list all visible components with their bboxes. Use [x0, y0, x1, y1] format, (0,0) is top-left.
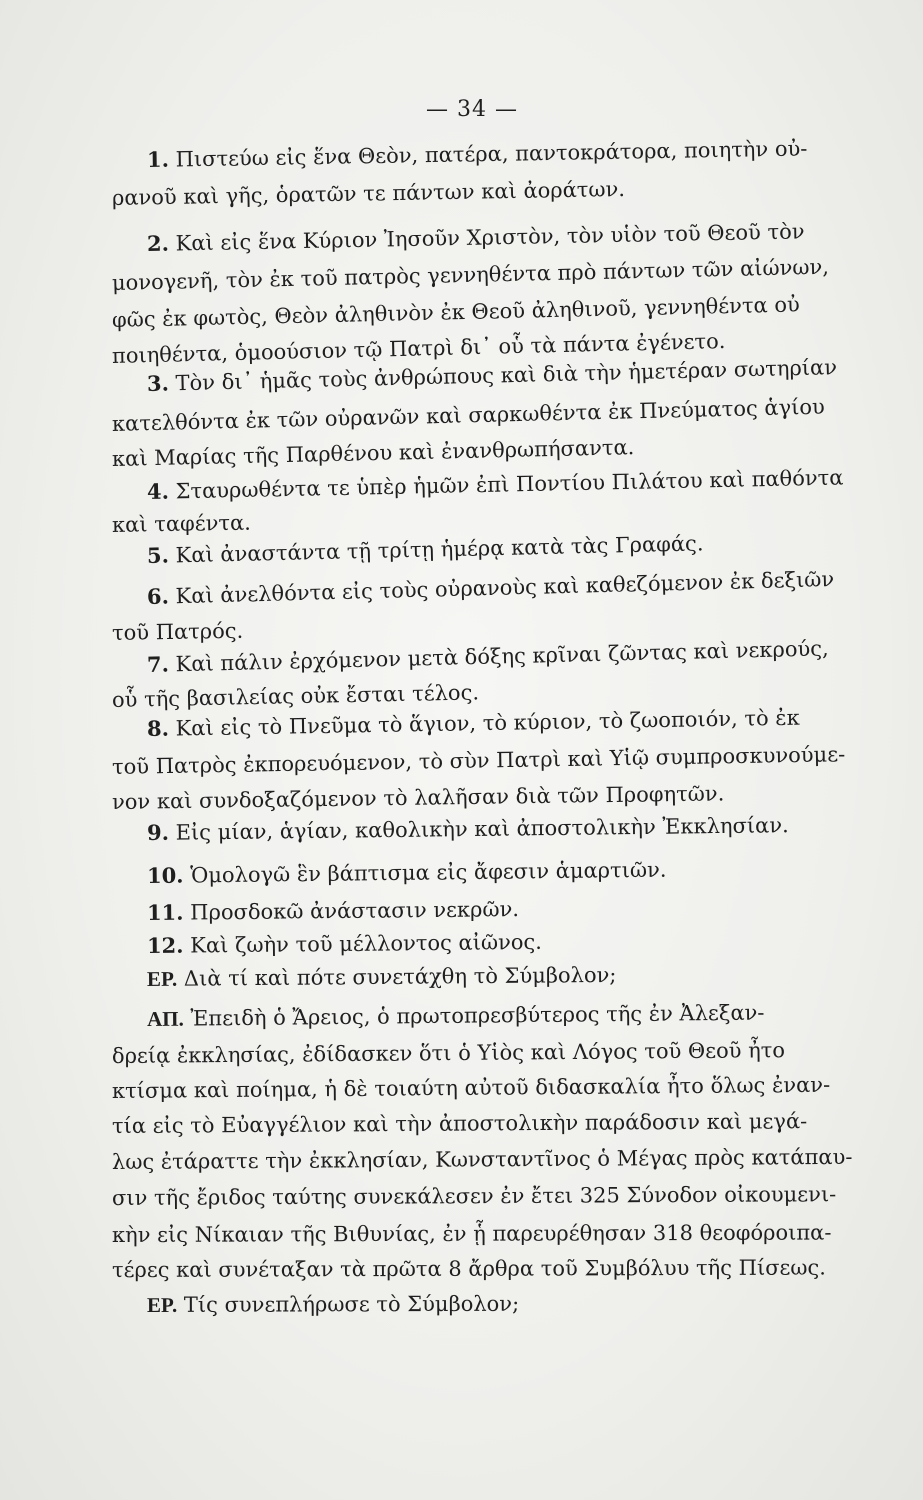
creed-article-9-line-1	[147, 810, 789, 848]
creed-article-2-line-2: μονογενῆ, τὸν ἐκ τοῦ πατρὸς γεννηθέντα πρὸ πάντων τῶν αἰώνων,	[111, 254, 830, 295]
article-number: 12.	[146, 932, 184, 958]
creed-article-3-line-3: καὶ Μαρίας τῆς Παρθένου καὶ ἐνανθρωπήσαντα.	[111, 435, 635, 471]
creed-article-2-line-1	[147, 216, 805, 259]
creed-article-1-line-2: ρανοῦ καὶ γῆς, ὁρατῶν τε πάντων καὶ ἀοράτων.	[111, 177, 626, 210]
article-text: Προσδοκῶ ἀνάστασιν νεκρῶν.	[190, 897, 520, 925]
creed-article-10-line-1	[147, 855, 667, 891]
article-text: Καὶ πάλιν ἐρχόμενον μετὰ δόξης κρῖναι ζῶντας καὶ νεκρούς,	[175, 636, 829, 677]
question-label: ΕΡ.	[146, 966, 178, 991]
article-text: Πιστεύω εἰς ἕνα Θεὸν, πατέρα, παντοκράτορα, ποιητὴν οὐ-	[175, 136, 808, 172]
article-number: 7.	[146, 651, 170, 677]
answer-1-line-6: σιν τῆς ἔριδος ταύτης συνεκάλεσεν ἐν ἔτει 325 Σύνοδον οἰκουμενι-	[111, 1182, 837, 1210]
question-text: Τίς συνεπλήρωσε τὸ Σύμβολον;	[183, 1291, 520, 1317]
article-number: 11.	[146, 899, 184, 925]
answer-1-line-7: κὴν εἰς Νίκαιαν τῆς Βιθυνίας, ἐν ᾗ παρευρέθησαν 318 θεοφόροιπα-	[111, 1220, 832, 1247]
article-number: 6.	[146, 583, 170, 609]
answer-label: ΑΠ.	[146, 1006, 184, 1031]
question-1-line-1	[147, 960, 617, 994]
creed-article-11-line-1	[147, 894, 519, 928]
answer-1-line-3: κτίσμα καὶ ποίημα, ἡ δὲ τοιαύτη αὐτοῦ διδασκαλία ἦτο ὅλως ἐναν-	[111, 1072, 831, 1103]
article-text: Καὶ εἰς τὸ Πνεῦμα τὸ ἅγιον, τὸ κύριον, τὸ ζωοποιόν, τὸ ἐκ	[175, 705, 800, 741]
article-text: Καὶ ἀνελθόντα εἰς τοὺς οὐρανοὺς καὶ καθεζόμενον ἐκ δεξιῶν	[175, 567, 835, 609]
article-text: Καὶ ἀναστάντα τῇ τρίτῃ ἡμέρᾳ κατὰ τὰς Γραφάς.	[175, 531, 704, 568]
article-text: Τὸν δι᾽ ἡμᾶς τοὺς ἀνθρώπους καὶ διὰ τὴν ἡμετέραν σωτηρίαν	[175, 355, 838, 396]
answer-1-line-2: δρείᾳ ἐκκλησίας, ἐδίδασκεν ὅτι ὁ Υἱὸς καὶ Λόγος τοῦ Θεοῦ ἦτο	[111, 1038, 786, 1068]
creed-article-6-line-2: τοῦ Πατρός.	[111, 618, 244, 645]
creed-article-1-line-1	[147, 133, 837, 175]
article-number: 8.	[146, 715, 170, 741]
article-number: 10.	[146, 862, 184, 888]
article-text: Εἰς μίαν, ἁγίαν, καθολικὴν καὶ ἀποστολικὴν Ἐκκλησίαν.	[175, 813, 789, 845]
answer-1-line-4: τία εἰς τὸ Εὐαγγέλιον καὶ τὴν ἀποστολικὴν παράδοσιν καὶ μεγά-	[111, 1109, 808, 1138]
question-2-line-1	[147, 1289, 519, 1320]
creed-article-6-line-1	[147, 564, 835, 612]
article-text: Ὁμολογῶ ἓν βάπτισμα εἰς ἄφεσιν ἁμαρτιῶν.	[190, 857, 667, 888]
creed-article-3-line-2: κατελθόντα ἐκ τῶν οὐρανῶν καὶ σαρκωθέντα ἐκ Πνεύματος ἁγίου	[111, 394, 826, 436]
answer-1-line-5: λως ἐτάραττε τὴν ἐκκλησίαν, Κωνσταντῖνος ὁ Μέγας πρὸς κατάπαυ-	[111, 1144, 853, 1174]
creed-article-2-line-4: ποιηθέντα, ὁμοούσιον τῷ Πατρὶ δι᾽ οὗ τὰ πάντα ἐγένετο.	[111, 329, 726, 368]
question-text: Διὰ τί καὶ πότε συνετάχθη τὸ Σύμβολον;	[183, 962, 617, 991]
article-number: 4.	[146, 478, 170, 504]
creed-article-2-line-3: φῶς ἐκ φωτὸς, Θεὸν ἀληθινὸν ἐκ Θεοῦ ἀληθινοῦ, γεννηθέντα οὐ	[111, 292, 801, 332]
article-text: Καὶ ζωὴν τοῦ μέλλοντος αἰῶνος.	[190, 929, 542, 958]
question-label: ΕΡ.	[146, 1292, 178, 1317]
creed-article-4-line-2: καὶ ταφέντα.	[111, 510, 252, 537]
creed-article-12-line-1	[147, 927, 542, 961]
answer-1-line-8: τέρες καὶ συνέταξαν τὰ πρῶτα 8 ἄρθρα τοῦ Συμβόλυυ τῆς Πίσεως.	[111, 1255, 827, 1282]
article-text: Καὶ εἰς ἕνα Κύριον Ἰησοῦν Χριστὸν, τὸν υἱὸν τοῦ Θεοῦ τὸν	[175, 219, 805, 256]
page-number: — 34 —	[426, 97, 518, 122]
creed-article-8-line-3: νον καὶ συνδοξαζόμενον τὸ λαλῆσαν διὰ τῶν Προφητῶν.	[111, 781, 725, 814]
creed-article-7-line-2: οὗ τῆς βασιλείας οὐκ ἔσται τέλος.	[111, 680, 480, 712]
article-number: 1.	[146, 146, 170, 172]
article-number: 9.	[146, 819, 170, 845]
answer-text: Ἐπειδὴ ὁ Ἄρειος, ὁ πρωτοπρεσβύτερος τῆς ἐν Ἀλεξαν-	[190, 1000, 765, 1031]
article-number: 5.	[146, 542, 170, 568]
article-number: 3.	[146, 370, 170, 396]
answer-1-line-1	[147, 998, 765, 1034]
article-number: 2.	[146, 230, 170, 256]
creed-article-8-line-2: τοῦ Πατρὸς ἐκπορευόμενον, τὸ σὺν Πατρὶ καὶ Υἱῷ συμπροσκυνούμε-	[111, 742, 846, 779]
creed-article-7-line-1	[147, 633, 829, 680]
article-text: Σταυρωθέντα τε ὑπὲρ ἡμῶν ἐπὶ Ποντίου Πιλάτου καὶ παθόντα	[175, 465, 844, 504]
